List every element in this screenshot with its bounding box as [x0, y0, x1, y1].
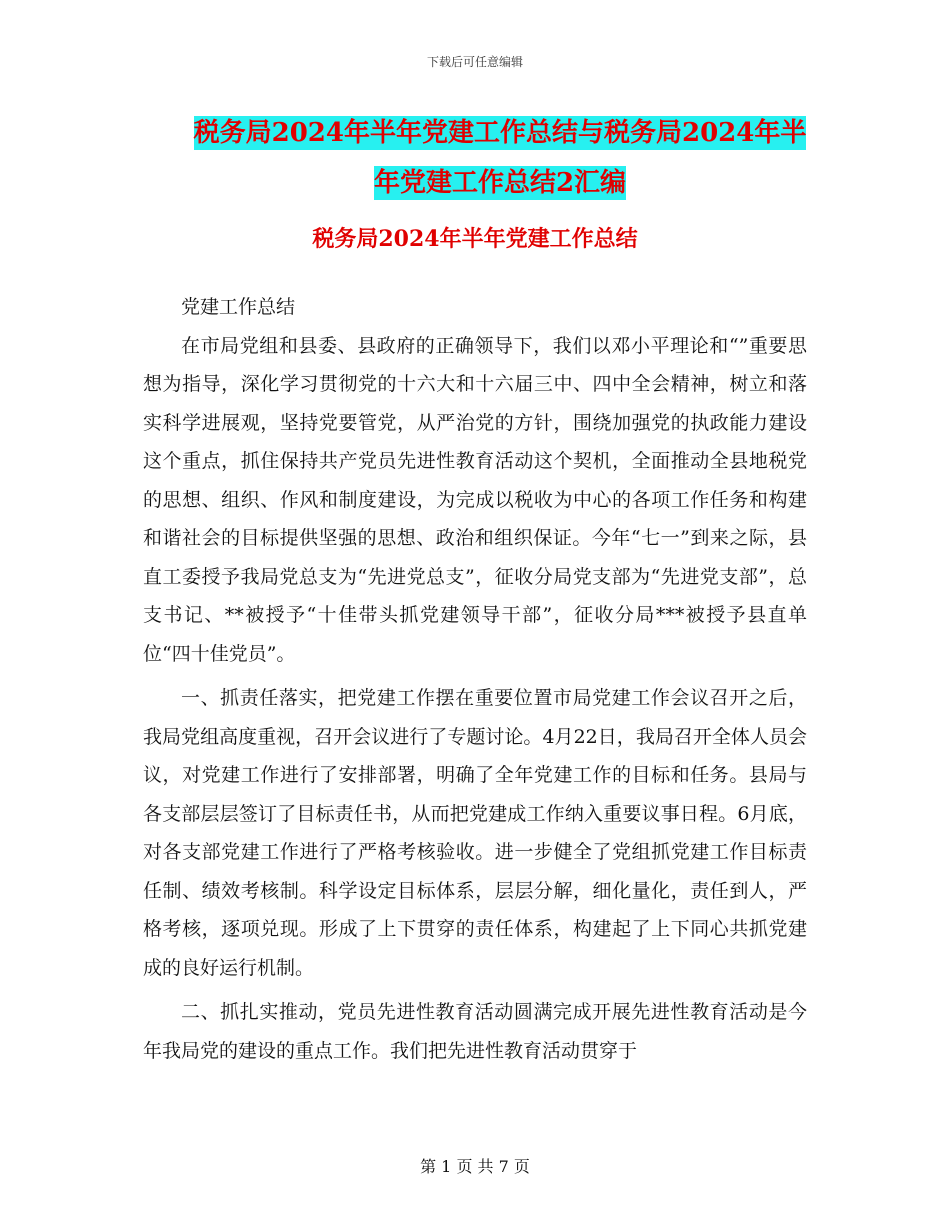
page-footer: 第 1 页 共 7 页	[420, 1157, 530, 1176]
paragraph: 在市局党组和县委、县政府的正确领导下，我们以邓小平理论和“”重要思想为指导，深化学习贯彻党的十六大和十六届三中、四中全会精神，树立和落实科学进展观，坚持党要管党，从严治党的方针，围绕加强党的执政能力建设这个重点，抓住保持共产党员先进性教育活动这个契机，全面推动全县地税党的思想、组织、作风和制度建设，为完成以税收为中心的各项工作任务和构建和谐社会的目标提供坚强的思想、政治和组织保证。今年“七一”到来之际，县直工委授予我局党总支为“先进党总支”，征收分局党支部为“先进党支部”，总支书记、**被授予“十佳带头抓党建领导干部”，征收分局***被授予县直单位“四十佳党员”。	[143, 334, 807, 665]
paragraph: 一、抓责任落实，把党建工作摆在重要位置市局党建工作会议召开之后，我局党组高度重视，召开会议进行了专题讨论。4月22日，我局召开全体人员会议，对党建工作进行了安排部署，明确了全年党建工作的目标和任务。县局与各支部层层签订了目标责任书，从而把党建成工作纳入重要议事日程。6月底，对各支部党建工作进行了严格考核验收。进一步健全了党组抓党建工作目标责任制、绩效考核制。科学设定目标体系，层层分解，细化量化，责任到人，严格考核，逐项兑现。形成了上下贯穿的责任体系，构建起了上下同心共抓党建成的良好运行机制。	[143, 687, 807, 979]
document-body	[143, 288, 807, 1070]
title-line-1: 税务局2024年半年党建工作总结与税务局2024年半	[193, 118, 807, 148]
section-title: 税务局2024年半年党建工作总结	[312, 226, 638, 252]
title-line-2: 年党建工作总结2汇编	[373, 168, 627, 198]
paragraph: 二、抓扎实推动，党员先进性教育活动圆满完成开展先进性教育活动是今年我局党的建设的重点工作。我们把先进性教育活动贯穿于	[143, 1001, 807, 1062]
paragraph-heading: 党建工作总结	[181, 296, 296, 318]
document-title	[150, 108, 850, 208]
header-note: 下载后可任意编辑	[426, 55, 523, 69]
